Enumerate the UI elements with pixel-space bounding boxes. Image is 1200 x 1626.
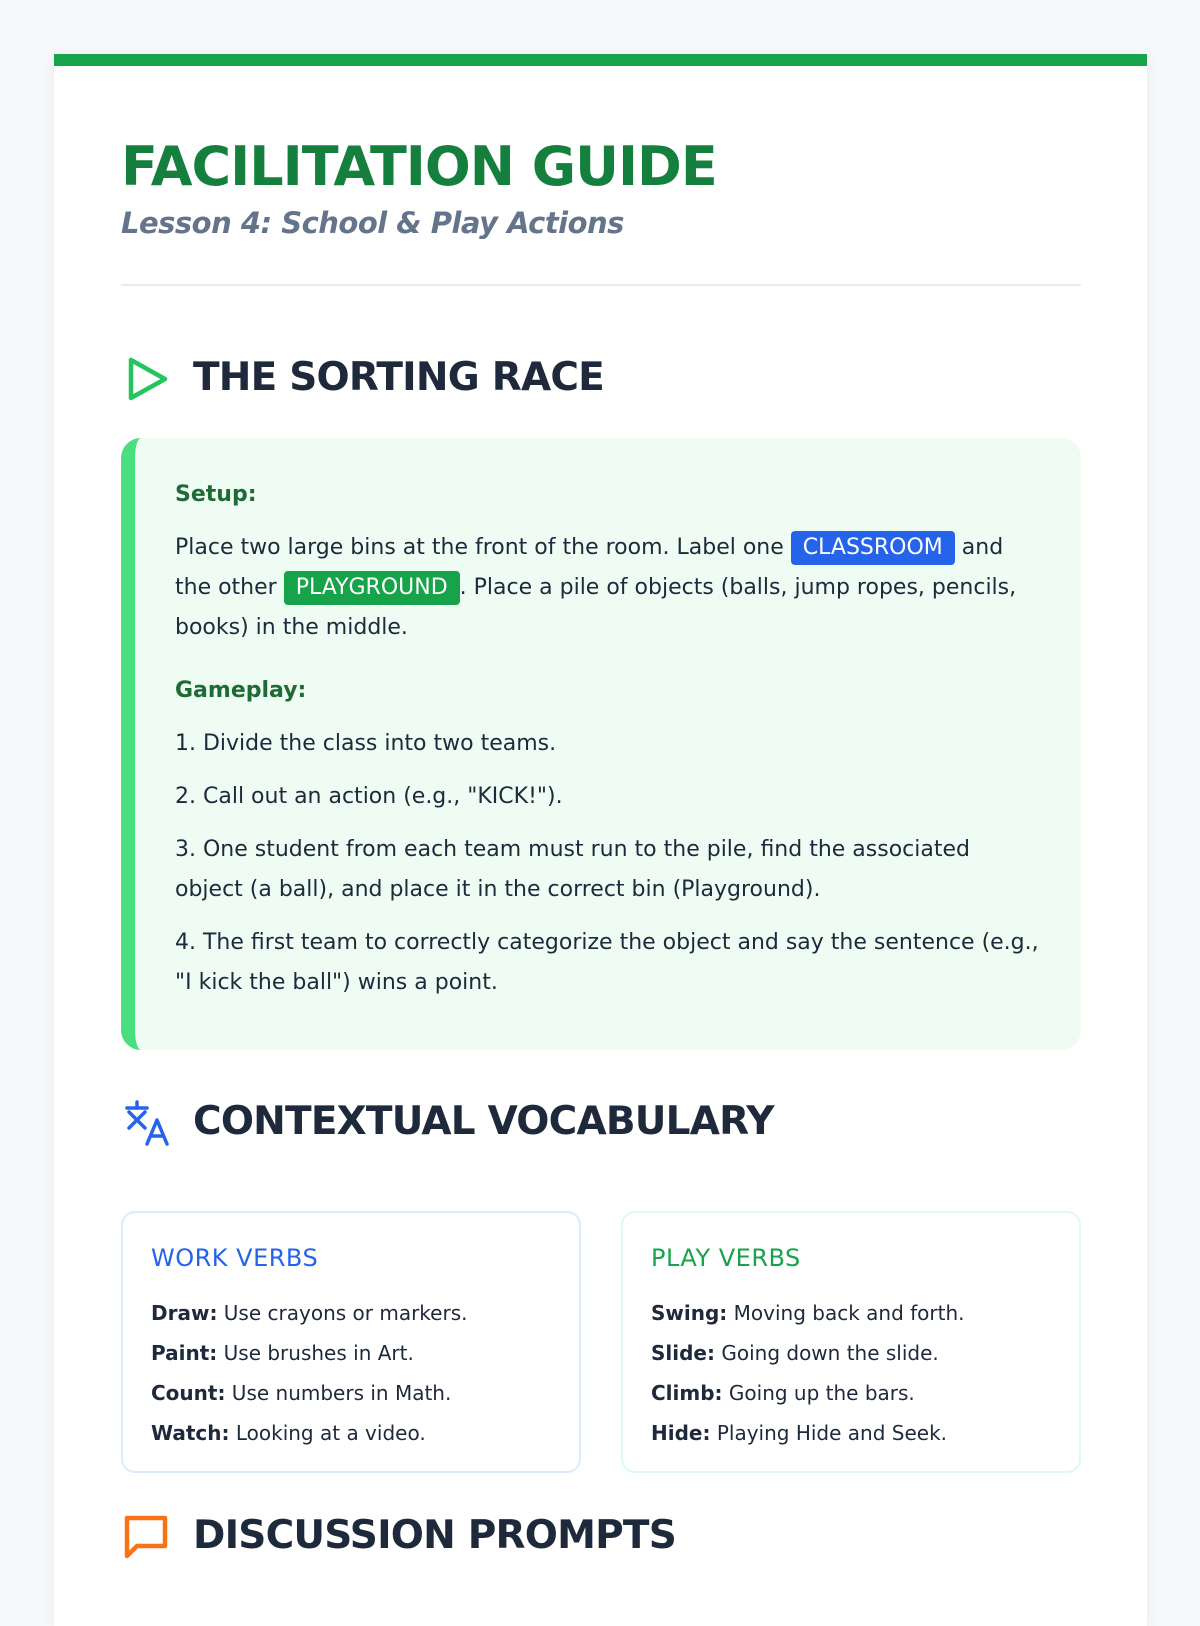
- setup-text-part: Place two large bins at the front of the room. Label one: [175, 535, 791, 560]
- vocab-item: [151, 1293, 551, 1333]
- playground-tag: PLAYGROUND: [284, 571, 460, 605]
- vocab-definition: Going up the bars.: [722, 1381, 915, 1405]
- work-verbs-title: WORK VERBS: [151, 1244, 319, 1272]
- setup-text-part: and the other: [175, 535, 1004, 600]
- translate-icon: [121, 1098, 171, 1148]
- vocab-definition: Looking at a video.: [229, 1421, 426, 1445]
- vocab-definition: Use numbers in Math.: [225, 1381, 452, 1405]
- vocab-term: Count:: [151, 1381, 226, 1405]
- vocab-term: Hide:: [651, 1421, 711, 1445]
- play-verbs-title: PLAY VERBS: [651, 1244, 801, 1272]
- section-title: THE SORTING RACE: [193, 355, 605, 400]
- vocab-definition: Playing Hide and Seek.: [710, 1421, 948, 1445]
- vocab-term: Watch:: [151, 1421, 230, 1445]
- vocab-item: [651, 1373, 1051, 1413]
- gameplay-label: Gameplay:: [175, 678, 307, 703]
- page-subtitle: Lesson 4: School & Play Actions: [121, 206, 624, 240]
- setup-text-part: . Place a pile of objects (balls, jump ropes, pencils, books) in the middle.: [175, 575, 1017, 640]
- setup-label: Setup:: [175, 482, 257, 507]
- vocab-term: Paint:: [151, 1341, 218, 1365]
- gameplay-step: 2. Call out an action (e.g., "KICK!").: [175, 784, 563, 809]
- gameplay-step: 4. The first team to correctly categorize the object and say the sentence (e.g., "I kick the ball") wins a point.: [175, 930, 1039, 995]
- vocab-item: [651, 1333, 1051, 1373]
- vocab-definition: Moving back and forth.: [727, 1301, 965, 1325]
- vocab-definition: Going down the slide.: [715, 1341, 939, 1365]
- vocab-term: Swing:: [651, 1301, 728, 1325]
- guide-page: [54, 54, 1147, 1626]
- vocab-item: [151, 1333, 551, 1373]
- section-title: CONTEXTUAL VOCABULARY: [193, 1099, 774, 1144]
- vocab-term: Slide:: [651, 1341, 715, 1365]
- vocab-item: [651, 1413, 1051, 1453]
- section-title: DISCUSSION PROMPTS: [193, 1513, 677, 1558]
- vocab-term: Climb:: [651, 1381, 723, 1405]
- sorting-race-box: [121, 438, 1081, 1050]
- vocab-definition: Use crayons or markers.: [217, 1301, 468, 1325]
- vocab-term: Draw:: [151, 1301, 218, 1325]
- work-verbs-card: [121, 1211, 581, 1473]
- play-verbs-card: [621, 1211, 1081, 1473]
- vocab-item: [151, 1413, 551, 1453]
- page-title: FACILITATION GUIDE: [121, 135, 717, 198]
- gameplay-step: 1. Divide the class into two teams.: [175, 731, 557, 756]
- speech-bubble-icon: [121, 1512, 171, 1562]
- vocab-item: [151, 1373, 551, 1413]
- vocab-item: [651, 1293, 1051, 1333]
- setup-text: [175, 528, 1041, 648]
- classroom-tag: CLASSROOM: [791, 531, 955, 565]
- section-vocabulary-header: [121, 1098, 1081, 1148]
- play-triangle-icon: [121, 354, 171, 404]
- gameplay-step: 3. One student from each team must run to the pile, find the associated object (a ball), and place it in the correct bin (Playground).: [175, 837, 970, 902]
- section-discussion-header: [121, 1512, 1081, 1562]
- section-sorting-race-header: [121, 354, 1081, 404]
- vocab-definition: Use brushes in Art.: [217, 1341, 414, 1365]
- header-divider: [121, 284, 1081, 286]
